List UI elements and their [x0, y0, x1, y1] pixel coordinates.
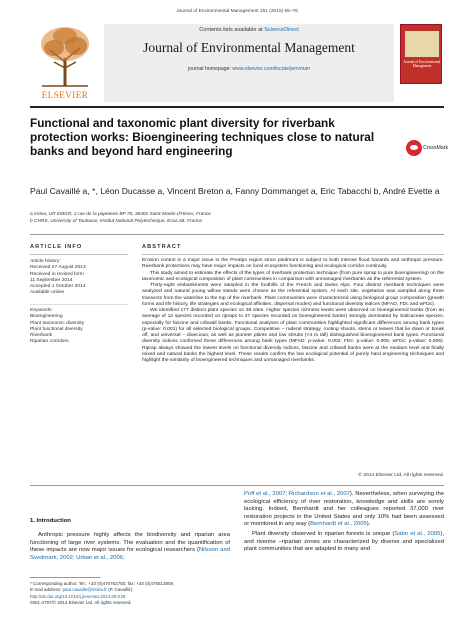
section-rule [30, 234, 444, 235]
right-column [244, 491, 444, 554]
keyword: Riverbank [30, 333, 53, 339]
citation-link[interactable]: Poff et al., 2007; Richardson et al., 2007 [244, 491, 350, 497]
keyword: Plant taxonomic diversity [30, 320, 85, 326]
abstract-paragraph: We identified 177 distinct plant species on 38 sites. Higher species richness levels were observed on bioengineered banks (from an average of 12 species recorded on ripraps to 27 species recorded on bioengineered banks) strongly dominated by Salicaceae species, especially for fascine and cribwall banks. Functional analyses of plant communities highlighted significant differences among bank types (p-value: 0.001) for all selected biological groups. Competitive – ruderal strategy, rooting shoots, stems or leaves that lie down or break off, and universal – dioecious, as well as pioneer plants and low shrubs (<4 m tall) distinguished bioengineered bank types. Functional diversity indices confirmed these differences among bank types (MFAD: p-value: 0.002; FDc: p-value: 0.005; wFDc: p-value: 0.005). Riprap always showed the lowest levels on functional diversity indices, fascine and cribwall banks were at the medium level and finally mixed and natural banks the highest level. These results confirm the low ecological potential of purely hard engineering techniques and highlight the similarity of bioengineered techniques and unmanaged riverbanks. [142, 308, 444, 363]
crossmark-icon [406, 140, 422, 156]
paragraph-text: ). Nevertheless, when surveying the ecological efficiency of river restoration, knowledge and skills are sorely lacking. Indeed, Bernhardt and her colleagues reported 37,000 river restoration projects in the United States and only 10% had been assessed or monitored in any way ( [244, 491, 445, 528]
history-item: Accepted 1 October 2014 [30, 284, 86, 290]
article-info-rule [30, 254, 128, 255]
journal-reference: Journal of Environmental Management 151 (2015) 65–75 [176, 9, 298, 14]
email-suffix: (P. Cavaillé). [106, 587, 134, 593]
body-rule [30, 485, 444, 486]
paragraph-text: Plant diversity observed in riparian forests is unique ( [252, 530, 395, 537]
journal-cover-thumbnail[interactable] [400, 24, 442, 84]
keywords-label: Keywords: [30, 308, 53, 313]
publisher-wordmark: ELSEVIER [41, 90, 89, 100]
homepage-line [104, 66, 394, 72]
article-title: Functional and taxonomic plant diversity for riverbank protection works: Bioengineering techniques close to natural banks and beyond hard engineering [30, 116, 375, 158]
history-label: Article history: [30, 259, 61, 264]
journal-banner [104, 24, 394, 102]
homepage-link[interactable]: www.elsevier.com/locate/jenvman [232, 66, 310, 72]
paragraph-text: ), and riverine –riparian zones are characterized by diverse and specialized plant communities that are adapted to many and [244, 530, 444, 553]
right-paragraph [244, 491, 444, 529]
keyword: Bioengineering [30, 314, 63, 320]
history-item: Available online [30, 290, 65, 296]
history-item: Received in revised form [30, 271, 84, 277]
author-list: Paul Cavaillé a, *, Léon Ducasse a, Vincent Breton a, Fanny Dommanget a, Eric Tabacchi b, André Evette a [30, 186, 440, 196]
introduction-body [30, 532, 230, 562]
keyword: Riparian corridors [30, 339, 69, 345]
citation-link[interactable]: Nilsson and Svedmark, 2002; Urban et al., 2006; [30, 547, 230, 561]
right-paragraph [244, 531, 444, 554]
abstract-paragraph: Erosion control is a major issue in the Prealps region since piedmont is subject to both intense flood hazards and anthropic pressure. Riverbank protections may have major impacts on local ecosystem functioning and ecological corridor continuity. [142, 258, 444, 270]
keywords [30, 308, 130, 346]
contents-prefix: Contents lists available at [199, 27, 265, 33]
abstract-paragraph: This study aimed to estimate the effects of the types of riverbank protection technique (from pure riprap to pure bioengineering) on the taxonomic and ecological composition of plant communities in comparison with unmanaged riverbanks as the referential system. [142, 270, 444, 282]
citation-link[interactable]: Bernhardt et al., 2005 [310, 521, 367, 528]
paragraph-text: ). [366, 521, 371, 528]
abstract-heading: ABSTRACT [142, 244, 182, 250]
cover-title: Journal of Environmental Management [403, 60, 441, 69]
intro-text: Anthropic pressure highly affects the biodiversity and riparian area functioning of large river systems. The evaluation and the quantification of these impacts are now major issues for ecological researchers ( [30, 532, 230, 554]
history-item: Received 27 August 2013 [30, 265, 86, 271]
abstract-copyright: © 2014 Elsevier Ltd. All rights reserved. [358, 473, 444, 478]
doi-link[interactable]: http://dx.doi.org/10.1016/j.jenvman.2014.09.028 [30, 593, 126, 599]
footnotes [30, 581, 240, 606]
contents-line [104, 27, 394, 33]
email-link[interactable]: paul.cavaille@irstea.fr [62, 587, 107, 593]
introduction-heading: 1. Introduction [30, 518, 71, 524]
header-rule [30, 106, 444, 108]
abstract-rule [142, 254, 444, 255]
sciencedirect-link[interactable]: ScienceDirect [264, 27, 299, 33]
affiliations [30, 212, 444, 225]
crossmark-badge[interactable] [406, 140, 449, 160]
abstract-paragraph: Thirty-eight embankments were sampled in the foothills of the French and Swiss Alps. Four distinct riverbank techniques were analyzed and natural young willow stands were chosen as the referential system. At each site, vegetation was sampled along three transects from the waterline to the top of the riverbank. Plant communities were characterized using biological group composition (growth forms and life history, life strategies and ecological affinities, dispersal modes) and functional diversity indices (MFAD, FDc and wFDc). [142, 283, 444, 307]
corresponding-author-note: * Corresponding author. Tel.: +33 (0)476762793; fax: +33 (0)476513808. [30, 581, 175, 586]
journal-title: Journal of Environmental Management [143, 40, 355, 55]
email-prefix: E-mail address: [30, 587, 63, 593]
affiliation-a: a Irstea, UR EMGR, 2 rue de la papeterie BP 76, 38402 Saint-Martin-d'Hères, France [30, 212, 211, 217]
abstract-body [142, 258, 444, 364]
article-info-heading: ARTICLE INFO [30, 244, 83, 250]
keywords-rule [30, 304, 128, 305]
history-item: 11 September 2014 [30, 277, 73, 283]
issn-line: 0301-4797/© 2014 Elsevier Ltd. All rights reserved. [30, 599, 132, 605]
elsevier-logo[interactable] [32, 24, 98, 102]
crossmark-label: CrossMark [423, 145, 449, 151]
cover-image [405, 31, 439, 57]
article-history [30, 259, 130, 297]
affiliation-b: b CNRS, University of Toulouse, Institut National Polytechnique, EcoLAB, France [30, 218, 203, 224]
footnote-rule [30, 577, 100, 578]
homepage-label: journal homepage: [188, 66, 233, 72]
tree-icon [36, 24, 94, 88]
keyword: Plant functional diversity [30, 326, 83, 332]
citation-link[interactable]: Sabo et al., 2005 [394, 530, 441, 537]
